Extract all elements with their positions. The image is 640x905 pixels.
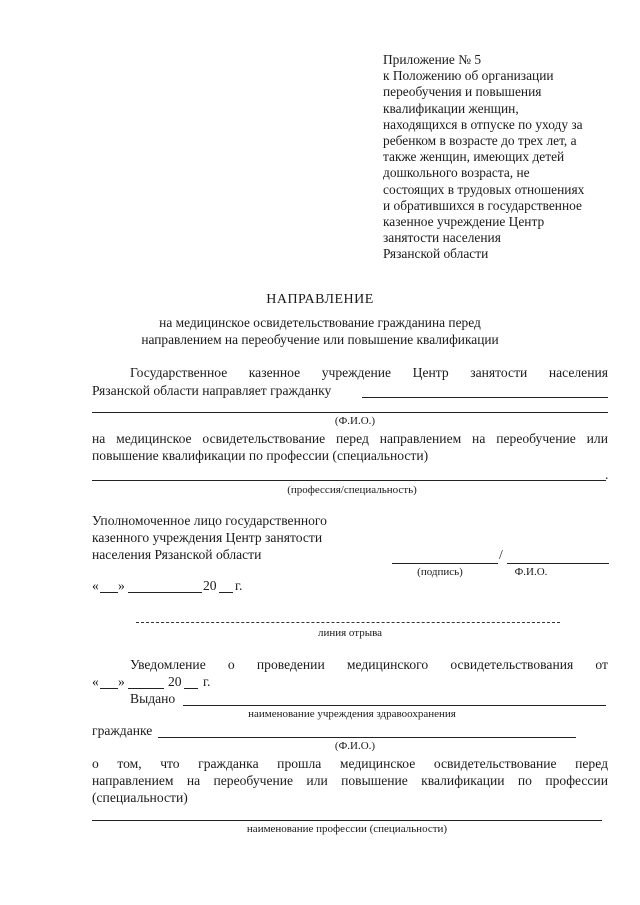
- referral-para2-line1: на медицинское освидетельствование перед направлением на переобучение или: [92, 431, 608, 446]
- institution-caption: наименование учреждения здравоохранения: [248, 708, 456, 720]
- notification-line1: Уведомление о проведении медицинского освидетельствования от: [130, 657, 608, 672]
- notif-citizen-name-field[interactable]: [158, 737, 576, 738]
- citizen-name-field-line2[interactable]: [92, 412, 608, 413]
- date-month-field[interactable]: [128, 592, 202, 593]
- appendix-line: ребенком в возрасте до трех лет, а: [383, 133, 577, 149]
- notif-date-month-field[interactable]: [128, 688, 164, 689]
- appendix-line: Приложение № 5: [383, 52, 482, 67]
- appendix-line: дошкольного возраста, не: [383, 165, 530, 181]
- document-subtitle-line2: направлением на переобучение или повышение квалификации: [141, 332, 499, 347]
- appendix-line: переобучения и повышения: [383, 84, 542, 100]
- referral-para2-line2: повышение квалификации по профессии (специальности): [92, 448, 429, 463]
- appendix-line: состоящих в трудовых отношениях: [383, 181, 585, 197]
- signature-field[interactable]: [392, 563, 498, 564]
- notif-profession-caption: наименование профессии (специальности): [246, 823, 448, 835]
- signature-fio-caption: Ф.И.О.: [514, 566, 548, 578]
- notif-date-close-quote: »: [118, 674, 125, 689]
- appendix-line: находящихся в отпуске по уходу за: [383, 116, 583, 132]
- notification-para-line3: (специальности): [92, 790, 188, 805]
- authorized-line3: населения Рязанской области: [92, 547, 262, 562]
- date-year-field[interactable]: [219, 592, 233, 593]
- notification-para-line1: о том, что гражданка прошла медицинское освидетельствование перед: [92, 756, 608, 771]
- authorized-line2: казенного учреждения Центр занятости: [92, 530, 323, 545]
- signature-caption: (подпись): [417, 566, 463, 578]
- appendix-line: и обратившихся в государственное: [383, 197, 582, 213]
- notif-date-year-field[interactable]: [184, 688, 198, 689]
- referral-para1-line1: Государственное казенное учреждение Центр занятости населения: [130, 365, 608, 380]
- fio-caption: (Ф.И.О.): [334, 415, 376, 427]
- tear-line: [136, 622, 560, 623]
- notification-para-line2: направлением на переобучение или повышение квалификации по профессии: [92, 773, 608, 788]
- appendix-line: казенное учреждение Центр: [383, 214, 545, 230]
- signature-slash: /: [499, 547, 503, 562]
- appendix-line: занятости населения: [383, 230, 501, 246]
- institution-field[interactable]: [183, 705, 606, 706]
- authorized-line1: Уполномоченное лицо государственного: [92, 513, 327, 528]
- notif-date-year-suffix: г.: [203, 674, 211, 689]
- document-subtitle-line1: на медицинское освидетельствование гражданина перед: [159, 315, 481, 330]
- appendix-line: Рязанской области: [383, 246, 489, 262]
- profession-field[interactable]: [92, 480, 606, 481]
- citizen-name-field[interactable]: [362, 397, 608, 398]
- profession-period: .: [605, 467, 609, 482]
- tear-line-caption: линия отрыва: [317, 627, 383, 639]
- date-close-quote: »: [118, 578, 125, 593]
- appendix-line: также женщин, имеющих детей: [383, 149, 565, 165]
- notif-date-open-quote: «: [92, 674, 99, 689]
- document-title: НАПРАВЛЕНИЕ: [266, 292, 374, 307]
- date-day-field[interactable]: [100, 592, 118, 593]
- notif-date-day-field[interactable]: [100, 688, 118, 689]
- appendix-line: к Положению об организации: [383, 68, 554, 84]
- date-year-prefix: 20: [203, 578, 217, 593]
- profession-caption: (профессия/специальность): [287, 484, 417, 496]
- issued-label: Выдано: [130, 691, 176, 706]
- notif-fio-caption: (Ф.И.О.): [334, 740, 376, 752]
- referral-para1-line2: Рязанской области направляет гражданку: [92, 383, 332, 398]
- notif-date-year-prefix: 20: [168, 674, 182, 689]
- citizen-label: гражданке: [92, 723, 153, 738]
- signature-fio-field[interactable]: [507, 563, 609, 564]
- appendix-line: квалификации женщин,: [383, 100, 519, 116]
- notif-profession-field[interactable]: [92, 820, 602, 821]
- date-open-quote: «: [92, 578, 99, 593]
- appendix-block: [383, 52, 628, 263]
- date-year-suffix: г.: [235, 578, 243, 593]
